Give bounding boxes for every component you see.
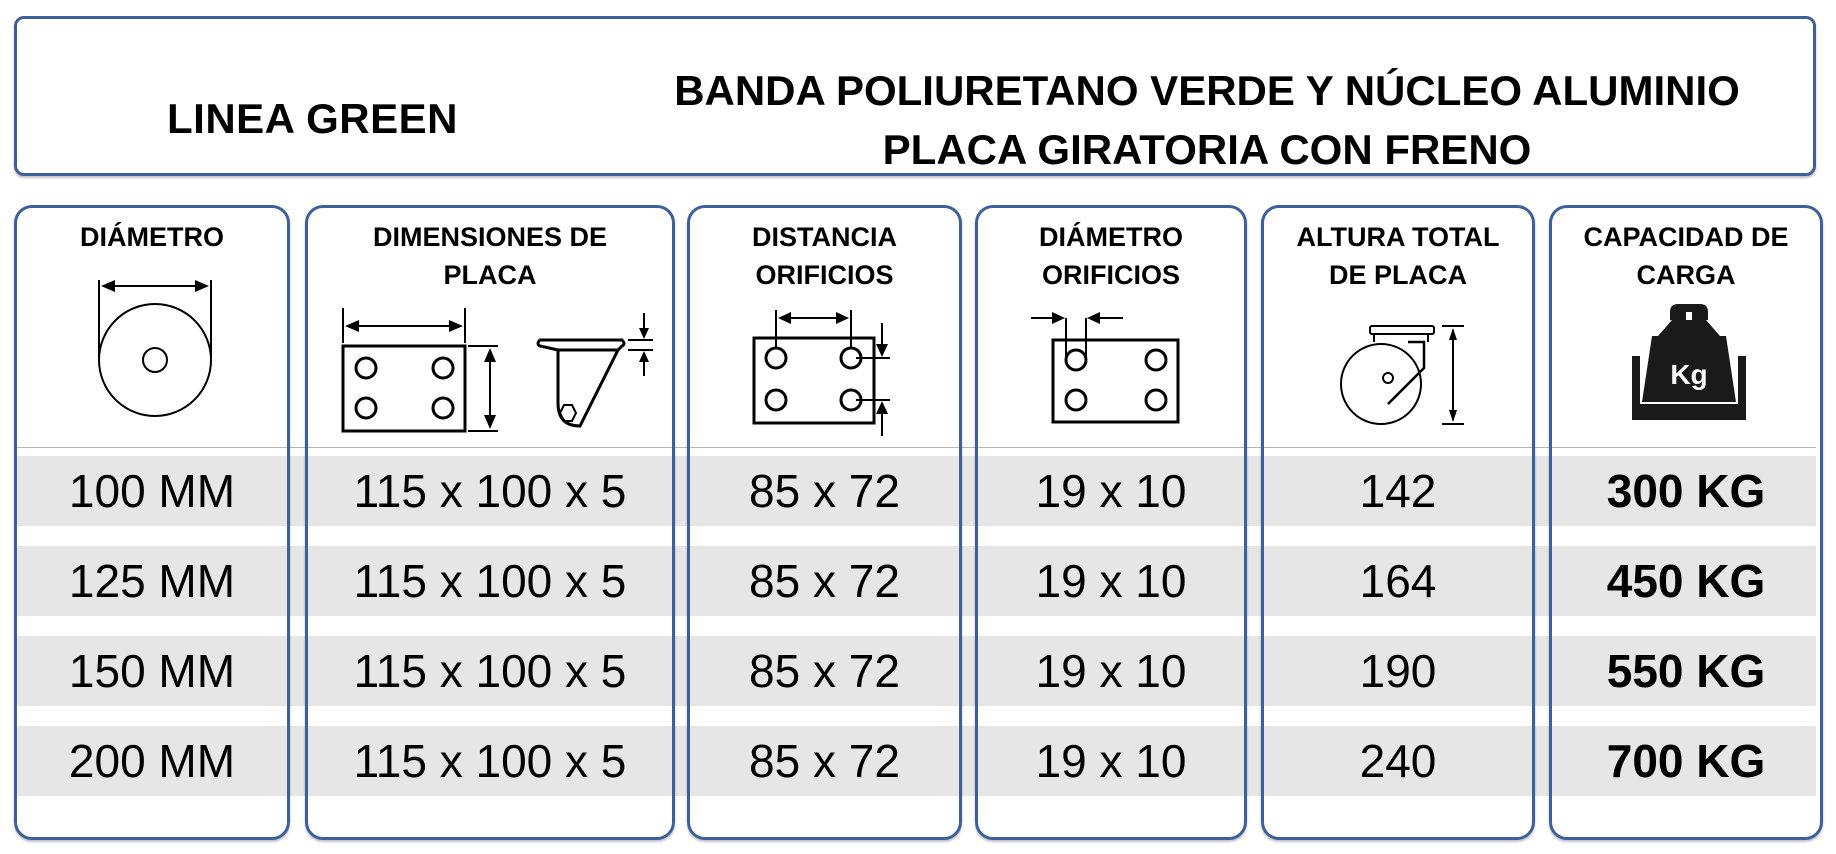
- table-cell: 85 x 72: [749, 735, 900, 787]
- column-plate-dimensions: [305, 205, 675, 840]
- table-cell: 125 MM: [68, 555, 236, 607]
- hole-distance-icon: [690, 208, 959, 448]
- weight-label: Kg: [1670, 359, 1708, 390]
- column-hole-distance: [687, 205, 962, 840]
- table-cell: 19 x 10: [1035, 555, 1187, 607]
- table-cell: 19 x 10: [1035, 465, 1187, 517]
- wheel-diameter-icon: [17, 208, 287, 448]
- table-cell: 100 MM: [68, 465, 236, 517]
- table-cell: 550 KG: [1606, 645, 1766, 697]
- column-header: DIÁMETRO ORIFICIOS: [1039, 222, 1183, 290]
- column-diameter: [14, 205, 290, 840]
- column-total-height: [1261, 205, 1535, 840]
- table-cell: 115 x 100 x 5: [353, 465, 627, 517]
- table-cell: 450 KG: [1606, 555, 1766, 607]
- header-box: [14, 16, 1816, 176]
- table-cell: 115 x 100 x 5: [353, 735, 627, 787]
- table-cell: 85 x 72: [749, 645, 900, 697]
- total-height-icon: [1264, 208, 1532, 448]
- plate-dimensions-icon: [308, 208, 672, 448]
- table-cell: 150 MM: [68, 645, 236, 697]
- table-cell: 164: [1359, 555, 1437, 607]
- table-cell: 700 KG: [1606, 735, 1766, 787]
- table-cell: 19 x 10: [1035, 735, 1187, 787]
- hole-diameter-icon: [978, 208, 1244, 448]
- column-header: CAPACIDAD DE CARGA: [1583, 222, 1789, 290]
- column-header: DIMENSIONES DE PLACA: [372, 222, 608, 290]
- table-cell: 190: [1359, 645, 1437, 697]
- column-hole-diameter: [975, 205, 1247, 840]
- table-cell: 300 KG: [1606, 465, 1766, 517]
- title-block: [637, 19, 1777, 179]
- weight-kg-icon: [1552, 208, 1820, 448]
- title-line-1: BANDA POLIURETANO VERDE Y NÚCLEO ALUMINIO: [674, 67, 1740, 114]
- table-cell: 240: [1359, 735, 1437, 787]
- table-cell: 19 x 10: [1035, 645, 1187, 697]
- column-header: DIÁMETRO: [80, 222, 224, 252]
- table-cell: 200 MM: [68, 735, 236, 787]
- column-header: ALTURA TOTAL DE PLACA: [1296, 222, 1500, 290]
- column-header: DISTANCIA ORIFICIOS: [752, 222, 897, 290]
- table-cell: 85 x 72: [749, 555, 900, 607]
- title-line-2: PLACA GIRATORIA CON FRENO: [882, 126, 1532, 173]
- column-load-capacity: [1549, 205, 1823, 840]
- table-cell: 115 x 100 x 5: [353, 645, 627, 697]
- table-cell: 142: [1359, 465, 1437, 517]
- table-cell: 115 x 100 x 5: [353, 555, 627, 607]
- line-name: LINEA GREEN: [167, 95, 458, 142]
- table-cell: 85 x 72: [749, 465, 900, 517]
